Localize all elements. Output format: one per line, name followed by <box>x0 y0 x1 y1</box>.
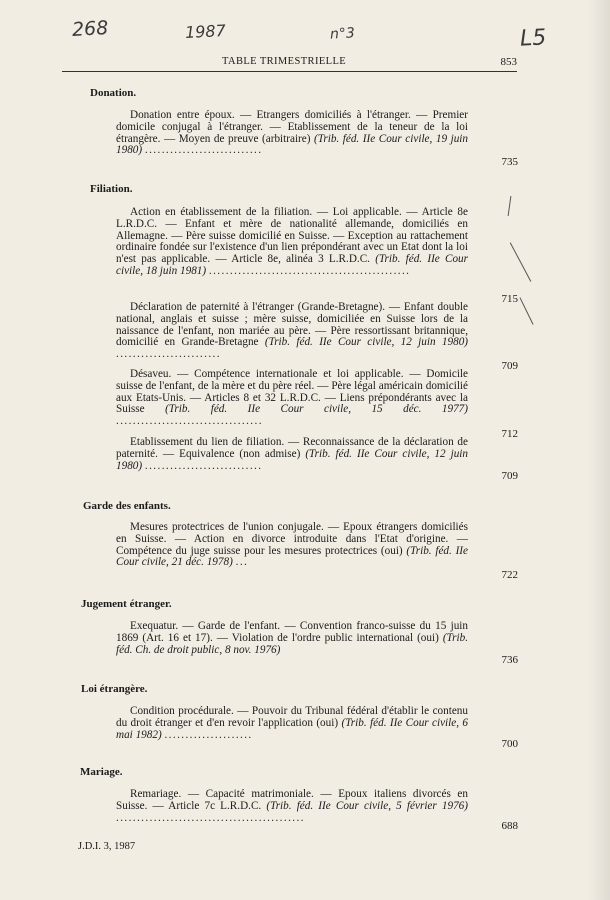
entry-citation: (Trib. féd. IIe Cour civile, 15 déc. 1977) <box>165 403 468 416</box>
handwritten-note: L5 <box>519 25 547 52</box>
entry-citation: (Trib. féd. IIe Cour civile, 21 déc. 1978) <box>116 544 468 569</box>
index-entry: Condition procédurale. — Pouvoir du Tribunal fédéral d'établir le contenu du droit étranger et d'en revoir l'application (oui) (Trib. féd. IIe Cour civile, 6 mai 1982) ..................... <box>116 705 468 741</box>
section-heading-garde: Garde des enfants. <box>83 500 171 512</box>
index-entry: Action en établissement de la filiation. — Loi applicable. — Article 8e L.R.D.C. — Enfant et mère de nationalité allemande, domiciliés en Allemagne. — Père suisse domicilié en Suisse. — Exception au rattachement ordinaire fondée sur l'existence d'un lien prépondérant avec un Etat dont la loi n'est pas applicable. — Article 8e, alinéa 3 L.R.D.C. (Trib. féd. IIe Cour civile, 18 juin 1981) ................................................ <box>116 206 469 277</box>
running-head <box>62 56 517 70</box>
entry-page-ref: 688 <box>501 820 518 832</box>
handwritten-note: n°3 <box>329 25 356 43</box>
entry-text: Mesures protectrices de l'union conjugale. — Epoux étrangers domiciliés en Suisse. — Action en divorce introduite dans l'Etat d'origine. — Compétence du juge suisse pour les mesures protectrices (oui) <box>116 521 468 557</box>
entry-text: Remariage. — Capacité matrimoniale. — Epoux italiens divorcés en Suisse. — Article 7c L.R.D.C. <box>116 788 468 812</box>
entry-text: Déclaration de paternité à l'étranger (Grande-Bretagne). — Enfant double national, anglais et suisse ; mère suisse, domiciliée en Suisse lors de la naissance de l'enfant, non mariée au père. — Père ressortissant britannique, domicilié en Grande-Bretagne <box>116 301 468 349</box>
entry-page-ref: 736 <box>501 654 518 666</box>
header-rule <box>62 71 517 72</box>
entry-citation: (Trib. féd. IIe Cour civile, 12 juin 1980) <box>116 447 468 472</box>
entry-text: Action en établissement de la filiation. — Loi applicable. — Article 8e L.R.D.C. — Enfant et mère de nationalité allemande, domiciliés en Allemagne. — Père suisse domicilié en Suisse. — Exception au rattachement ordinaire fondée sur l'existence d'un lien prépondérant avec un Etat dont la loi n'est pas applicable. — Article 8e, alinéa 3 L.R.D.C. <box>116 206 468 266</box>
running-title: TABLE TRIMESTRIELLE <box>222 56 347 67</box>
entry-citation: (Trib. féd. IIe Cour civile, 6 mai 1982) <box>116 716 468 741</box>
index-entry: Donation entre époux. — Etrangers domiciliés à l'étranger. — Premier domicile conjugal à l'étranger. — Etablissement de la teneur de la loi étrangère. — Moyen de preuve (arbitraire) (Trib. féd. IIe Cour civile, 19 juin 1980) ............................ <box>116 109 468 157</box>
entry-text: Etablissement du lien de filiation. — Reconnaissance de la déclaration de paternité. — Equivalence (non admise) <box>116 436 468 460</box>
entry-citation: (Trib. féd. Ch. de droit public, 8 nov. 1976) <box>116 631 469 656</box>
entry-citation: (Trib. féd. IIe Cour civile, 5 février 1976) <box>266 799 468 812</box>
section-heading-mariage: Mariage. <box>80 766 123 778</box>
entry-page-ref: 735 <box>501 156 518 168</box>
section-heading-donation: Donation. <box>90 87 137 99</box>
entry-page-ref: 715 <box>501 293 518 305</box>
index-entry <box>116 621 468 656</box>
entry-page-ref: 709 <box>501 470 518 482</box>
page-edge-shadow <box>588 0 610 900</box>
entry-citation: (Trib. féd. IIe Cour civile, 12 juin 1980) <box>264 336 469 349</box>
entry-text: Condition procédurale. — Pouvoir du Tribunal fédéral d'établir le contenu du droit étranger et d'en revoir l'application (oui) <box>116 705 468 729</box>
index-entry: Mesures protectrices de l'union conjugale. — Epoux étrangers domiciliés en Suisse. — Action en divorce introduite dans l'Etat d'origine. — Compétence du juge suisse pour les mesures protectrices (oui) (Trib. féd. IIe Cour civile, 21 déc. 1978) ... <box>116 521 468 569</box>
handwritten-note: 268 <box>71 17 109 41</box>
journal-reference: J.D.I. 3, 1987 <box>78 841 136 852</box>
index-entry: Etablissement du lien de filiation. — Reconnaissance de la déclaration de paternité. — Equivalence (non admise) (Trib. féd. IIe Cour civile, 12 juin 1980) ............................ <box>116 436 468 472</box>
pencil-mark <box>510 242 532 281</box>
index-entry: Déclaration de paternité à l'étranger (Grande-Bretagne). — Enfant double national, anglais et suisse ; mère suisse, domiciliée en Suisse lors de la naissance de l'enfant, non mariée au père. — Père ressortissant britannique, domicilié en Grande-Bretagne (Trib. féd. IIe Cour civile, 12 juin 1980) ......................... <box>116 301 469 361</box>
pencil-mark <box>508 196 512 216</box>
section-heading-jugement: Jugement étranger. <box>81 598 172 610</box>
entry-citation: (Trib. féd. IIe Cour civile, 19 juin 1980) <box>116 132 468 157</box>
entry-page-ref: 712 <box>501 428 518 440</box>
section-heading-loi: Loi étrangère. <box>81 683 148 695</box>
handwritten-note: 1987 <box>184 20 227 43</box>
entry-page-ref: 700 <box>501 738 518 750</box>
entry-text: Exequatur. — Garde de l'enfant. — Convention franco-suisse du 15 juin 1869 (Art. 16 et 17). — Violation de l'ordre public international (oui) <box>116 620 468 644</box>
entry-page-ref: 722 <box>501 569 518 581</box>
entry-text: Donation entre époux. — Etrangers domiciliés à l'étranger. — Premier domicile conjugal à l'étranger. — Etablissement de la teneur de la loi étrangère. — Moyen de preuve (arbitraire) <box>116 109 468 145</box>
section-heading-filiation: Filiation. <box>90 183 133 195</box>
index-entry: Désaveu. — Compétence internationale et loi applicable. — Domicile suisse de l'enfant, de la mère et du père réel. — Père légal américain domicilié aux Etats-Unis. — Articles 8 et 32 L.R.D.C. — Liens prépondérants avec la Suisse (Trib. féd. IIe Cour civile, 15 déc. 1977) ................................... <box>116 368 468 428</box>
entry-text: Désaveu. — Compétence internationale et loi applicable. — Domicile suisse de l'enfant, de la mère et du père réel. — Père légal américain domicilié aux Etats-Unis. — Articles 8 et 32 L.R.D.C. — Liens prépondérants avec la Suisse <box>116 368 468 416</box>
page-number: 853 <box>500 56 517 68</box>
pencil-mark <box>519 297 533 324</box>
index-entry: Remariage. — Capacité matrimoniale. — Epoux italiens divorcés en Suisse. — Article 7c L.R.D.C. (Trib. féd. IIe Cour civile, 5 février 1976) ............................................. <box>116 788 468 824</box>
entry-citation: (Trib. féd. IIe Cour civile, 18 juin 1981) <box>116 253 469 277</box>
entry-page-ref: 709 <box>501 360 518 372</box>
